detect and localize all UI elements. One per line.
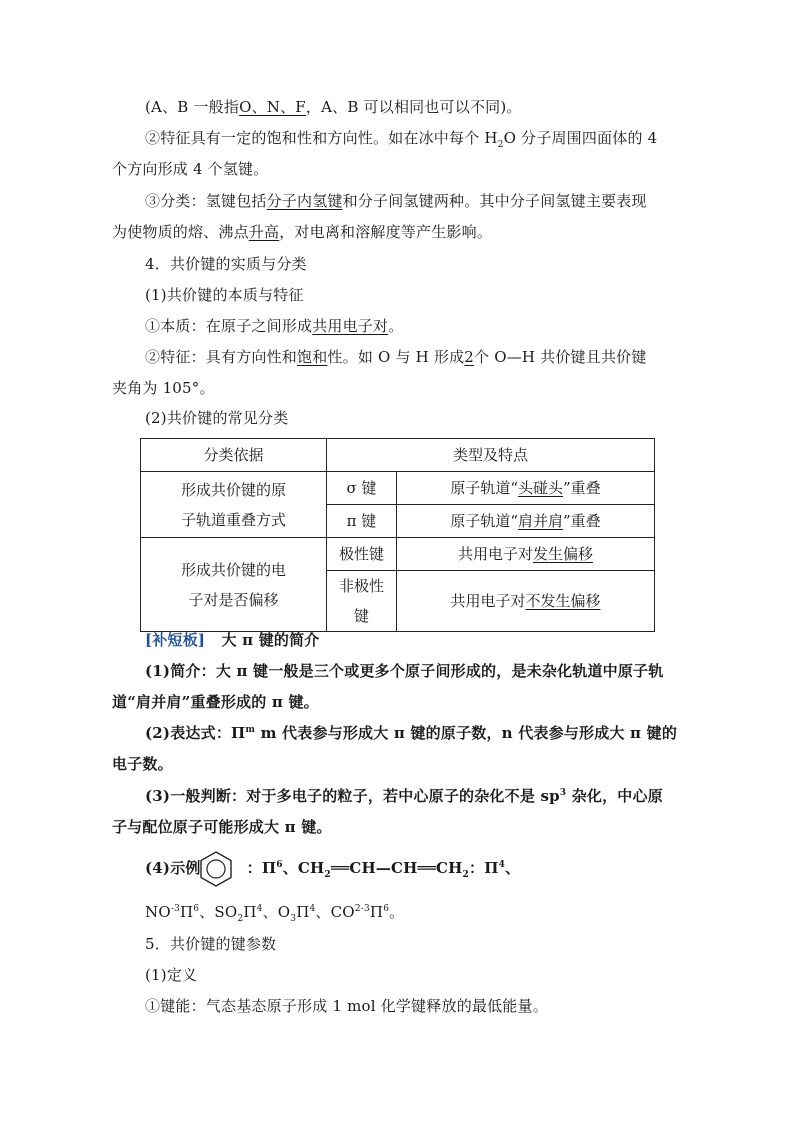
group-electron-shift (141, 538, 327, 632)
text: (2)表达式：Π (145, 724, 246, 742)
supplement-intro-line2: 道“肩并肩”重叠形成的 π 键。 (112, 693, 319, 711)
superscript: 6 (276, 860, 283, 870)
text: 共用电子对 (450, 592, 526, 610)
subscript: 2 (237, 914, 244, 924)
underlined-answer: 肩并肩 (517, 512, 563, 530)
superscript: m (245, 725, 256, 735)
subsection-5-1-heading: (1)定义 (145, 966, 198, 984)
underlined-answer: 发生偏移 (533, 545, 594, 563)
subscript: 2 (497, 140, 504, 150)
covalent-feature-line2: 夹角为 105°。 (112, 379, 215, 397)
cell-text: 子对是否偏移 (188, 590, 279, 609)
underlined-answer: 共用电子对 (312, 317, 389, 335)
ion-charge: -3 (170, 904, 180, 914)
text: (4)示例 (145, 859, 201, 877)
text: 和分子间氢键两种。其中分子间氢键主要表现 (342, 192, 647, 210)
covalent-bond-classification-table (140, 438, 655, 632)
subsection-4-1-heading: (1)共价键的本质与特征 (145, 286, 304, 304)
supplement-expression-line2: 电子数。 (112, 755, 173, 773)
text: 、 (262, 903, 278, 921)
ion-formula: O (277, 903, 291, 921)
text: Π (180, 903, 194, 921)
underlined-answer: 饱和 (297, 348, 328, 366)
bond-energy-definition: ①键能：气态基态原子形成 1 mol 化学键释放的最低能量。 (145, 997, 548, 1015)
underlined-answer: 分子内氢键 (266, 192, 343, 210)
text: Π (243, 903, 257, 921)
hbond-class-line1 (145, 191, 715, 211)
text: ②特征具有一定的饱和性和方向性。如在冰中每个 H (145, 129, 498, 147)
text: 共用电子对 (457, 545, 533, 563)
cell-text: 键 (353, 607, 369, 625)
text: 原子轨道“ (450, 479, 518, 497)
table-header-row (141, 439, 655, 472)
supplement-ions-line (145, 902, 715, 925)
supplement-tag: [补短板] (145, 631, 206, 649)
text: ①本质：在原子之间形成 (145, 317, 313, 335)
hbond-class-line2 (112, 222, 682, 242)
nonpolar-bond-desc (397, 571, 655, 632)
text: ”重叠 (563, 479, 601, 497)
superscript: 6 (383, 904, 390, 914)
pi-bond-desc (397, 505, 655, 538)
text: Π (296, 903, 310, 921)
subscript: 2 (462, 870, 469, 880)
supplement-judgement-line1 (145, 786, 715, 809)
hbond-atoms-note (145, 97, 715, 117)
supplement-judgement-line2: 子与配位原子可能形成大 π 键。 (112, 818, 332, 836)
supplement-heading (145, 630, 715, 650)
hbond-feature-line1 (145, 128, 715, 151)
text: O 分子周围四面体的 4 (503, 129, 658, 147)
section-4-heading: 4．共价键的实质与分类 (145, 255, 307, 273)
text: ，对电离和溶解度等产生影响。 (279, 223, 493, 241)
group-orbital-overlap (141, 472, 327, 538)
benzene-ring-icon (198, 850, 234, 888)
text: 个 O—H 共价键且共价键 (474, 348, 647, 366)
hbond-feature-line2: 个方向形成 4 个氢键。 (112, 160, 269, 178)
cell-text: 形成共价键的原 (180, 480, 286, 499)
superscript: 4 (309, 904, 316, 914)
superscript: 4 (256, 904, 263, 914)
cell-text: 形成共价键的电 (180, 560, 286, 579)
nonpolar-bond-cell (327, 571, 397, 632)
polar-bond-cell: 极性键 (327, 538, 397, 571)
covalent-feature-line1 (145, 347, 715, 367)
text: ：Π (246, 859, 277, 877)
text: ”重叠 (563, 512, 601, 530)
ion-formula: SO (214, 903, 238, 921)
sigma-bond-desc (397, 472, 655, 505)
underlined-answer: 头碰头 (517, 479, 563, 497)
text: 为使物质的熔、沸点 (112, 223, 249, 241)
text: ，A、B 可以相同也可以不同)。 (305, 98, 522, 116)
underlined-answer: 2 (464, 348, 475, 366)
sigma-bond-cell: σ 键 (327, 472, 397, 505)
text: 、 (199, 903, 215, 921)
text: 性。如 O 与 H 形成 (327, 348, 465, 366)
ion-charge: 2-3 (354, 904, 370, 914)
table-row (141, 472, 655, 505)
text: 。 (388, 317, 404, 335)
text: ②特征：具有方向性和 (145, 348, 298, 366)
cell-text: 非极性 (338, 577, 384, 595)
superscript: 3 (559, 788, 567, 798)
subscript: 2 (324, 870, 331, 880)
supplement-intro-line1: (1)简介：大 π 键一般是三个或更多个原子间形成的，是未杂化轨道中原子轨 (145, 662, 664, 680)
supplement-expression-line1 (145, 723, 715, 746)
underlined-answer: 升高 (248, 223, 280, 241)
ion-formula: CO (330, 903, 355, 921)
polar-bond-desc (397, 538, 655, 571)
header-types: 类型及特点 (327, 439, 655, 472)
text: m 代表参与形成大 π 键的原子数，n 代表参与形成大 π 键的 (255, 724, 678, 742)
text: ③分类：氢键包括 (145, 192, 267, 210)
text: (A、B 一般指 (145, 98, 240, 116)
text: 、 (505, 859, 521, 877)
pi-bond-cell: π 键 (327, 505, 397, 538)
text: Π (369, 903, 384, 921)
covalent-essence (145, 316, 715, 336)
subsection-4-2-heading: (2)共价键的常见分类 (145, 409, 289, 427)
ion-formula: NO (145, 903, 171, 921)
superscript: 4 (498, 860, 506, 870)
text: 、 (315, 903, 331, 921)
subscript: 3 (290, 914, 297, 924)
text: ：Π (469, 859, 499, 877)
text: 原子轨道“ (450, 512, 518, 530)
underlined-answer: O、N、F (239, 98, 306, 116)
table-row (141, 538, 655, 571)
underlined-answer: 不发生偏移 (525, 592, 601, 610)
superscript: 6 (193, 904, 200, 914)
text: 、CH (282, 859, 325, 877)
text: 杂化，中心原 (566, 787, 663, 805)
text: ══CH—CH══CH (330, 859, 463, 877)
header-basis: 分类依据 (141, 439, 327, 472)
text: 。 (389, 903, 405, 921)
text: (3)一般判断：对于多电子的粒子，若中心原子的杂化不是 sp (145, 787, 560, 805)
cell-text: 子轨道重叠方式 (180, 510, 286, 529)
section-5-heading: 5．共价键的键参数 (145, 935, 277, 953)
supplement-title: 大 π 键的简介 (221, 631, 320, 649)
